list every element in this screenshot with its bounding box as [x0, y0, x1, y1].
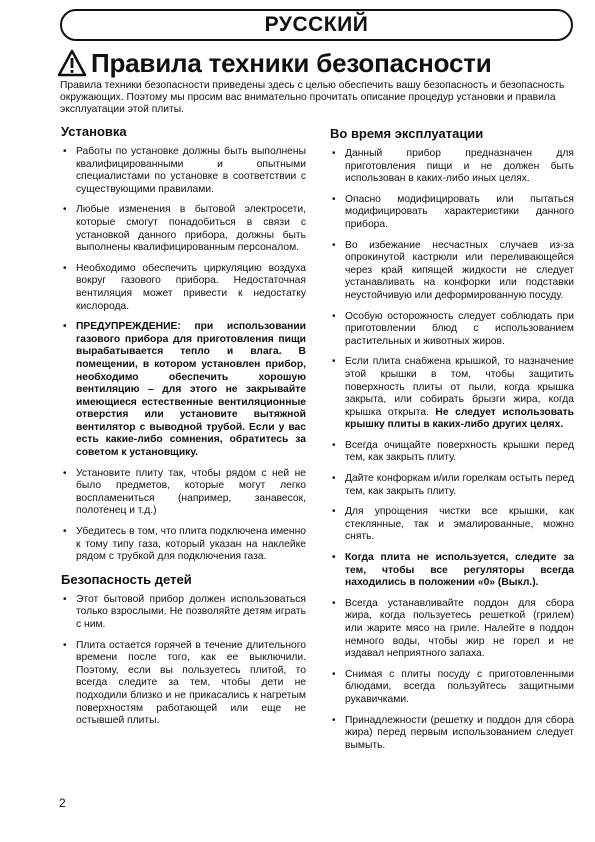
language-banner [60, 9, 573, 41]
list-item-text: Особую осторожность следует соблюдать при приготовлении блюд с использованием растительных и животных жиров. [345, 310, 574, 347]
section-heading-operation: Во время эксплуатации [330, 126, 484, 141]
list-item [330, 440, 574, 465]
installation-list [61, 146, 306, 564]
bullet-icon: • [63, 146, 67, 157]
list-item [61, 468, 306, 518]
bullet-icon: • [63, 467, 67, 479]
bullet-icon: • [332, 148, 336, 159]
list-item-text: Необходимо обеспечить циркуляцию воздуха вокруг газового прибора. Недостаточная вентиляция может привести к недостатку кислорода. [76, 262, 306, 312]
bullet-icon: • [332, 239, 336, 251]
bullet-icon: • [332, 597, 336, 609]
bullet-icon: • [332, 356, 336, 368]
list-item-text: Убедитесь в том, что плита подключена именно к тому типу газа, который указан на наклейке рядом с трубкой для подключения газа. [76, 526, 306, 563]
bullet-icon: • [63, 526, 67, 538]
list-item-emphasis: Не следует использовать крышку плиты в каких-либо других целях. [345, 406, 574, 431]
list-item-text: Дайте конфоркам и/или горелкам остыть перед тем, как закрыть плиту. [345, 473, 574, 497]
list-item-text: Данный прибор предназначен для приготовления пищи и не должен быть использован в каких-либо иных целях. [345, 148, 574, 185]
list-item-text: Опасно модифицировать или пытаться модифицировать характеристики данного прибора. [345, 193, 574, 230]
list-item-text: ПРЕДУПРЕЖДЕНИЕ: при использовании газового прибора для приготовления пищи вырабатывается тепло и влага. В помещении, в котором установлен прибор, необходимо обеспечить хорошую вентиляцию – для этого не закрывайте имеющиеся естественные вентиляционные отверстия или установите вытяжной вентилятор с выводной трубой. Если у вас есть какие-либо сомнения, обратитесь за советом к установщику. [76, 321, 306, 459]
list-item [330, 194, 574, 232]
list-item [61, 594, 306, 632]
bullet-icon: • [332, 714, 336, 726]
operation-list [330, 148, 574, 752]
list-item-text: Плита остается горячей в течение длительного времени после того, как ее выключили. Поэтому, если вы пользуетесь плитой, то всегда следите за тем, чтобы дети не подходили близко и не прикасались к нагретым поверхностям работающей или еще не остывшей плиты. [76, 639, 306, 727]
list-item-text: Этот бытовой прибор должен использоваться только взрослыми. Не позволяйте детям играть с ним. [76, 593, 306, 630]
list-item [61, 204, 306, 254]
intro-paragraph: Правила техники безопасности приведены здесь с целью обеспечить вашу безопасность и безопасность окружающих. Поэтому мы просим вас внимательно прочитать описание процедур установки и правила эксплуатации этой плиты. [60, 80, 565, 116]
list-item-warning [330, 552, 574, 590]
bullet-icon: • [63, 204, 67, 216]
bullet-icon: • [332, 310, 336, 322]
bullet-icon: • [332, 473, 336, 485]
list-item [61, 263, 306, 313]
list-item [330, 311, 574, 349]
list-item [61, 640, 306, 728]
list-item-text: Всегда устанавливайте поддон для сбора жира, когда пользуетесь решеткой (грилем) или жарите мясо на гриле. Налейте в поддон немного воды, чтобы жир не горел и не издавал неприятного запаха. [345, 597, 574, 660]
list-item-text: Принадлежности (решетку и поддон для сбора жира) перед первым использованием следует вымыть. [345, 714, 574, 751]
list-item [330, 473, 574, 498]
list-item-text: Снимая с плиты посуду с приготовленными блюдами, всегда пользуйтесь защитными рукавичками. [345, 668, 574, 705]
warning-triangle-icon [57, 49, 87, 77]
list-item-text: Всегда очищайте поверхность крышки перед тем, как закрыть плиту. [345, 439, 574, 464]
list-item [330, 715, 574, 753]
section-heading-installation: Установка [61, 124, 127, 139]
list-item-text: Для упрощения чистки все крышки, как стеклянные, так и эмалированные, можно снять. [345, 506, 574, 543]
bullet-icon: • [332, 552, 336, 564]
bullet-icon: • [63, 639, 67, 651]
list-item-text: Любые изменения в бытовой электросети, которые смогут понадобиться в связи с установкой данного прибора, должны быть выполнены квалифицированным персоналом. [76, 204, 306, 254]
bullet-icon: • [332, 668, 336, 680]
page-number: 2 [59, 796, 66, 810]
child-safety-list [61, 594, 306, 728]
list-item [61, 146, 306, 196]
list-item-text: Когда плита не используется, следите за тем, чтобы все регуляторы всегда находились в положении «0» (Выкл.). [345, 552, 574, 589]
list-item-text: Установите плиту так, чтобы рядом с ней не было предметов, которые могут легко воспламениться (например, занавесок, полотенец и т.д.) [76, 467, 306, 517]
list-item [330, 598, 574, 661]
page-title-text: Правила техники безопасности [91, 47, 492, 78]
list-item-text: Во избежание несчастных случаев из-за опрокинутой кастрюли или переливающейся через край кипящей жидкости не следует устанавливать на конфорки или подставки неустойчивую или деформированную посуду. [345, 239, 574, 301]
list-item [330, 669, 574, 707]
bullet-icon: • [63, 321, 67, 333]
bullet-icon: • [332, 439, 336, 451]
bullet-icon: • [332, 193, 336, 205]
left-column [61, 124, 306, 736]
list-item [330, 356, 574, 432]
bullet-icon: • [332, 506, 336, 518]
list-item [330, 506, 574, 544]
list-item-text: Работы по установке должны быть выполнены квалифицированными и опытными специалистами по установке в соответствии с существующими правилами. [76, 146, 306, 195]
list-item-text: Если плита снабжена крышкой, то назначение этой крышки в том, чтобы защитить поверхность плиты от пыли, когда крышка закрыта, или собирать брызги жира, когда крышка открыта. [345, 356, 574, 418]
bullet-icon: • [63, 262, 67, 274]
language-label: РУССКИЙ [264, 13, 369, 36]
list-item [330, 240, 574, 303]
bullet-icon: • [63, 593, 67, 605]
page-title [57, 46, 577, 80]
list-item [330, 148, 574, 186]
right-column [330, 126, 574, 760]
list-item [61, 526, 306, 564]
section-heading-child-safety: Безопасность детей [61, 571, 192, 587]
list-item-warning [61, 321, 306, 460]
